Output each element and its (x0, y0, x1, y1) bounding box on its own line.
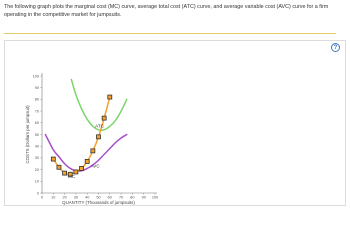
x-tick-label: 0 (40, 195, 44, 200)
avc-label: AVC (90, 163, 100, 169)
mc-label: MC (67, 173, 76, 179)
mc-point[interactable] (85, 159, 89, 163)
x-tick-label: 80 (130, 195, 135, 200)
y-tick-label: 60 (34, 121, 39, 126)
x-tick-label: 70 (118, 195, 124, 200)
x-tick-label: 50 (96, 195, 101, 200)
x-tick-label: 20 (62, 195, 67, 200)
mc-point[interactable] (102, 116, 106, 120)
chart-axes (33, 73, 159, 200)
y-axis-label: COSTS (Dollars per jumpsuit) (25, 105, 30, 164)
y-tick-label: 90 (34, 86, 39, 90)
x-tick-label: 100 (151, 195, 159, 200)
mc-point[interactable] (51, 157, 55, 161)
y-tick-label: 20 (34, 167, 39, 172)
y-tick-label: 30 (34, 156, 39, 161)
mc-point[interactable] (97, 135, 101, 139)
x-tick-label: 10 (51, 195, 56, 200)
y-tick-label: 70 (34, 109, 39, 114)
mc-point[interactable] (91, 149, 95, 153)
mc-point[interactable] (80, 166, 84, 170)
y-tick-label: 0 (36, 191, 39, 196)
mc-point[interactable] (108, 95, 112, 99)
y-tick-label: 40 (34, 144, 39, 149)
x-tick-label: 30 (73, 195, 79, 200)
atc-label: ATC (95, 123, 104, 129)
x-tick-label: 90 (141, 195, 146, 200)
y-tick-label: 100 (32, 74, 39, 79)
y-tick-label: 50 (34, 132, 39, 137)
y-tick-label: 10 (34, 179, 39, 184)
question-text: The following graph plots the marginal cost (MC) curve, average total cost (ATC) curve, and average variable cost (AVC) curve for a firm operating in the competitive market for jumpsuits. (4, 4, 329, 18)
x-axis-label: QUANTITY (Thousands of jumpsuits) (62, 200, 135, 205)
y-tick-label: 80 (34, 97, 39, 102)
mc-point[interactable] (57, 165, 61, 169)
help-icon[interactable]: ? (331, 43, 340, 52)
x-tick-label: 40 (85, 195, 90, 200)
x-tick-label: 60 (107, 195, 112, 200)
mc-point[interactable] (63, 171, 67, 175)
